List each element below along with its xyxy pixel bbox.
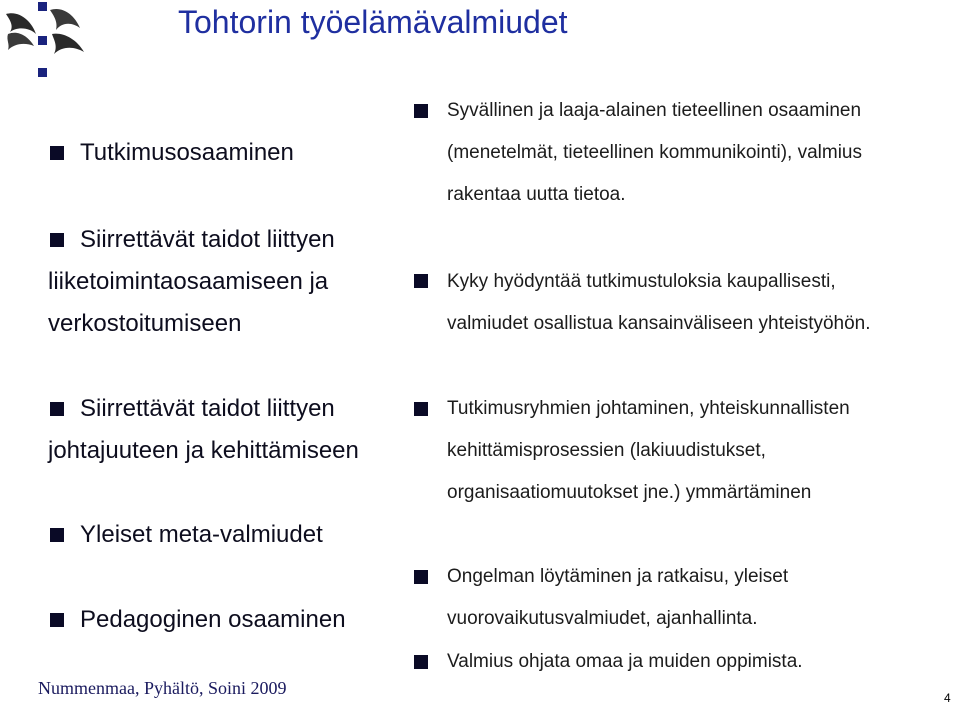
left-item-line: Yleiset meta-valmiudet [80,521,323,548]
right-item-line: vuorovaikutusvalmiudet, ajanhallinta. [447,608,758,629]
left-item-line: Pedagoginen osaaminen [80,606,346,633]
bullet-square-icon [414,104,428,118]
left-item-siirrettavat-liiketoiminta [80,219,335,261]
right-item-line: Tutkimusryhmien johtaminen, yhteiskunnallisten [447,398,850,419]
left-item-line: liiketoimintaosaamiseen ja [48,268,329,295]
bullet-square-icon [414,274,428,288]
bullet-square-icon [50,402,64,416]
right-item-line: organisaatiomuutokset jne.) ymmärtäminen [447,482,812,503]
right-item-line: Ongelman löytäminen ja ratkaisu, yleiset [447,566,789,587]
right-item-line: Kyky hyödyntää tutkimustuloksia kaupallisesti, [447,271,836,292]
page-title: Tohtorin työelämävalmiudet [178,4,568,40]
left-item-line: verkostoitumiseen [48,310,242,337]
footer-citation: Nummenmaa, Pyhältö, Soini 2009 [38,678,287,698]
bullet-square-icon [50,613,64,627]
left-item-yleiset [80,514,323,556]
bullet-square-icon [50,528,64,542]
left-item-pedagoginen [80,599,346,641]
left-item-line: Tutkimusosaaminen [80,139,294,166]
right-item-line: (menetelmät, tieteellinen kommunikointi), valmius [447,142,862,163]
university-flame-logo-icon [0,0,90,82]
page-number: 4 [944,691,951,705]
bullet-square-icon [414,402,428,416]
right-item-line: Syvällinen ja laaja-alainen tieteellinen osaaminen [447,100,862,121]
bullet-square-icon [50,146,64,160]
left-item-tutkimusosaaminen [80,132,294,174]
bullet-square-icon [414,570,428,584]
left-item-line: johtajuuteen ja kehittämiseen [48,437,359,464]
right-item-line: kehittämisprosessien (lakiuudistukset, [447,440,766,461]
bullet-square-icon [50,233,64,247]
right-item-line: rakentaa uutta tietoa. [447,184,626,205]
left-item-line: Siirrettävät taidot liittyen [80,226,335,253]
bullet-square-icon [414,655,428,669]
right-item-line: Valmius ohjata omaa ja muiden oppimista. [447,651,803,672]
left-item-siirrettavat-johtajuus [80,388,335,430]
right-item-line: valmiudet osallistua kansainväliseen yhteistyöhön. [447,313,871,334]
left-item-line: Siirrettävät taidot liittyen [80,395,335,422]
